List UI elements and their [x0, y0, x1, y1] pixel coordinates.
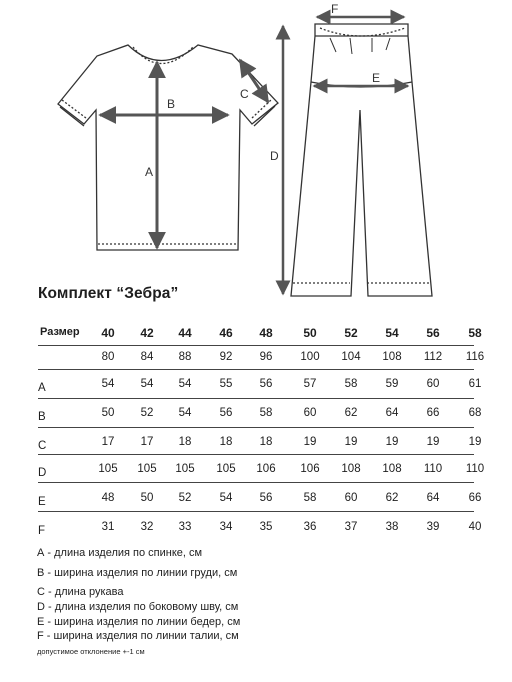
table-cell: 55 [219, 378, 233, 390]
table-cell: 35 [259, 521, 273, 533]
table-cell: 37 [344, 521, 358, 533]
table-cell: 64 [426, 492, 440, 504]
tolerance-note: допустимое отклонение +-1 см [37, 647, 145, 656]
table-cell: 40 [468, 521, 482, 533]
table-cell: 48 [101, 492, 115, 504]
size-cell: 58 [468, 326, 482, 340]
size-cell: 40 [101, 326, 115, 340]
table-rule [38, 454, 474, 455]
table-cell: 54 [219, 492, 233, 504]
size-cell: 44 [178, 326, 192, 340]
table-cell: 66 [468, 492, 482, 504]
table-rule [38, 511, 474, 512]
size-cell: 46 [219, 326, 233, 340]
height-cell: 88 [178, 351, 192, 363]
table-cell: 17 [140, 436, 154, 448]
table-cell: 64 [385, 407, 399, 419]
label-c: C [240, 87, 249, 101]
size-cell: 52 [344, 326, 358, 340]
label-b: B [167, 97, 176, 111]
table-cell: 19 [303, 436, 317, 448]
table-cell: 58 [344, 378, 358, 390]
table-cell: 56 [259, 492, 273, 504]
table-cell: 33 [178, 521, 192, 533]
garment-diagram [0, 0, 512, 300]
height-cell: 84 [140, 351, 154, 363]
table-cell: 54 [140, 378, 154, 390]
table-cell: 18 [259, 436, 273, 448]
table-cell: 19 [468, 436, 482, 448]
size-cell: 54 [385, 326, 399, 340]
table-cell: 19 [344, 436, 358, 448]
table-cell: 58 [303, 492, 317, 504]
height-cell: 116 [465, 351, 485, 363]
table-rule [38, 398, 474, 399]
table-cell: 60 [344, 492, 358, 504]
label-a: A [145, 165, 154, 179]
table-cell: 105 [137, 463, 157, 475]
label-e: E [372, 71, 381, 85]
size-header-label: Размер [40, 326, 80, 338]
size-cell: 42 [140, 326, 154, 340]
table-cell: 17 [101, 436, 115, 448]
table-cell: 39 [426, 521, 440, 533]
height-cell: 108 [382, 351, 402, 363]
size-cell: 48 [259, 326, 273, 340]
size-cell: 50 [303, 326, 317, 340]
table-cell: 18 [178, 436, 192, 448]
table-cell: 56 [219, 407, 233, 419]
table-cell: 66 [426, 407, 440, 419]
table-cell: 32 [140, 521, 154, 533]
table-rule [38, 369, 474, 370]
row-label: A [38, 382, 46, 394]
table-rule [38, 427, 474, 428]
table-cell: 110 [465, 463, 485, 475]
table-cell: 54 [101, 378, 115, 390]
table-rule [38, 345, 474, 346]
tshirt-drawing [58, 45, 278, 250]
row-label: E [38, 496, 46, 508]
table-cell: 62 [385, 492, 399, 504]
table-cell: 31 [101, 521, 115, 533]
page-title: Комплект “Зебра” [38, 285, 179, 302]
row-label: D [38, 467, 47, 479]
table-cell: 105 [216, 463, 236, 475]
table-cell: 59 [385, 378, 399, 390]
table-cell: 108 [341, 463, 361, 475]
height-cell: 100 [300, 351, 320, 363]
table-cell: 110 [423, 463, 443, 475]
pants-measure-lines [283, 17, 408, 294]
table-cell: 36 [303, 521, 317, 533]
row-label: C [38, 440, 47, 452]
table-cell: 60 [426, 378, 440, 390]
label-f: F [331, 2, 339, 16]
table-cell: 60 [303, 407, 317, 419]
table-cell: 52 [178, 492, 192, 504]
legend-item: E - ширина изделия по линии бедер, см [37, 616, 241, 628]
table-cell: 106 [256, 463, 276, 475]
table-cell: 19 [385, 436, 399, 448]
table-cell: 68 [468, 407, 482, 419]
table-cell: 62 [344, 407, 358, 419]
table-cell: 61 [468, 378, 482, 390]
table-cell: 57 [303, 378, 317, 390]
legend-item: B - ширина изделия по линии груди, см [37, 567, 238, 579]
table-cell: 18 [219, 436, 233, 448]
table-cell: 19 [426, 436, 440, 448]
row-label: F [38, 525, 46, 537]
table-cell: 52 [140, 407, 154, 419]
height-cell: 112 [423, 351, 443, 363]
table-cell: 105 [98, 463, 118, 475]
height-cell: 104 [341, 351, 361, 363]
table-cell: 54 [178, 407, 192, 419]
table-cell: 108 [382, 463, 402, 475]
table-cell: 50 [101, 407, 115, 419]
row-label: B [38, 411, 46, 423]
pants-drawing [291, 24, 432, 296]
table-cell: 50 [140, 492, 154, 504]
legend-item: А - длина изделия по спинке, см [37, 547, 203, 559]
label-d: D [270, 149, 279, 163]
table-rule [38, 482, 474, 483]
height-cell: 80 [101, 351, 115, 363]
table-cell: 38 [385, 521, 399, 533]
table-cell: 58 [259, 407, 273, 419]
size-cell: 56 [426, 326, 440, 340]
legend-item: F - ширина изделия по линии талии, см [37, 630, 239, 642]
table-cell: 34 [219, 521, 233, 533]
height-cell: 92 [219, 351, 233, 363]
legend-item: С - длина рукава [37, 586, 124, 598]
table-cell: 106 [300, 463, 320, 475]
table-cell: 105 [175, 463, 195, 475]
height-cell: 96 [259, 351, 273, 363]
table-cell: 54 [178, 378, 192, 390]
legend-item: D - длина изделия по боковому шву, см [37, 601, 239, 613]
table-cell: 56 [259, 378, 273, 390]
